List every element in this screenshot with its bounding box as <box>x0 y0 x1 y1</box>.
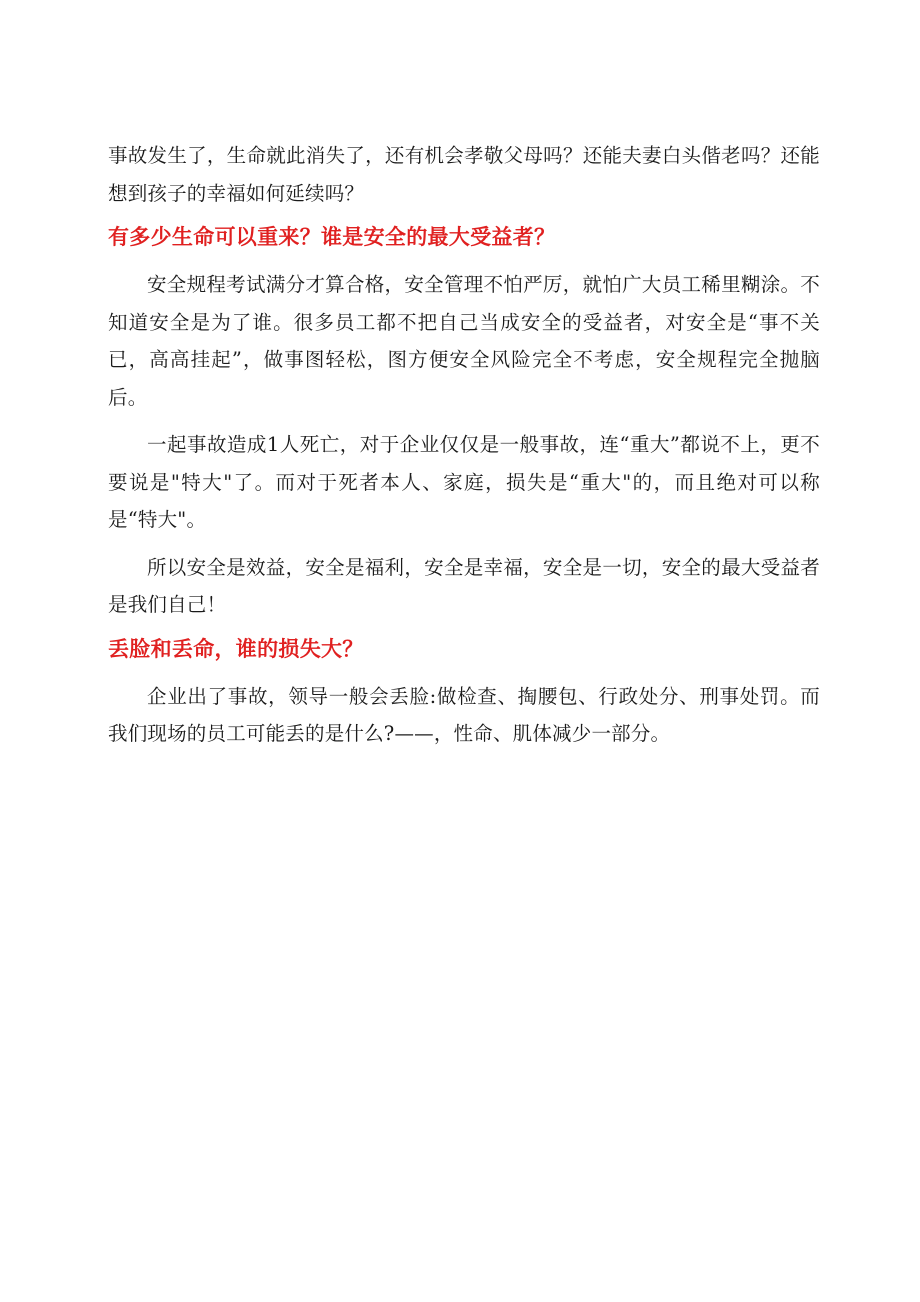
paragraph-accident-consequences: 事故发生了，生命就此消失了，还有机会孝敬父母吗？还能夫妻白头偕老吗？还能想到孩子的幸福如何延续吗？ <box>108 144 820 205</box>
paragraph-accident-severity: 一起事故造成1人死亡，对于企业仅仅是一般事故，连“重大”都说不上，更不要说是"特大"了。而对于死者本人、家庭，损失是“重大"的，而且绝对可以称是“特大"。 <box>108 433 820 531</box>
heading-life-beneficiary: 有多少生命可以重来？谁是安全的最大受益者？ <box>108 225 556 249</box>
paragraph-safety-benefits: 所以安全是效益，安全是福利，安全是幸福，安全是一切，安全的最大受益者是我们自己！ <box>108 555 820 616</box>
document-body <box>108 137 820 763</box>
paragraph-safety-rules: 安全规程考试满分才算合格，安全管理不怕严厉，就怕广大员工稀里糊涂。不知道安全是为了谁。很多员工都不把自己当成安全的受益者，对安全是“事不关已，高高挂起”，做事图轻松，图方便安全风险完全不考虑，安全规程完全抛脑后。 <box>108 273 820 409</box>
paragraph-leadership-vs-workers: 企业出了事故，领导一般会丢脸:做检查、掏腰包、行政处分、刑事处罚。而我们现场的员工可能丢的是什么?——，性命、肌体减少一部分。 <box>108 684 820 745</box>
heading-face-or-life: 丢脸和丢命，谁的损失大？ <box>108 636 364 661</box>
